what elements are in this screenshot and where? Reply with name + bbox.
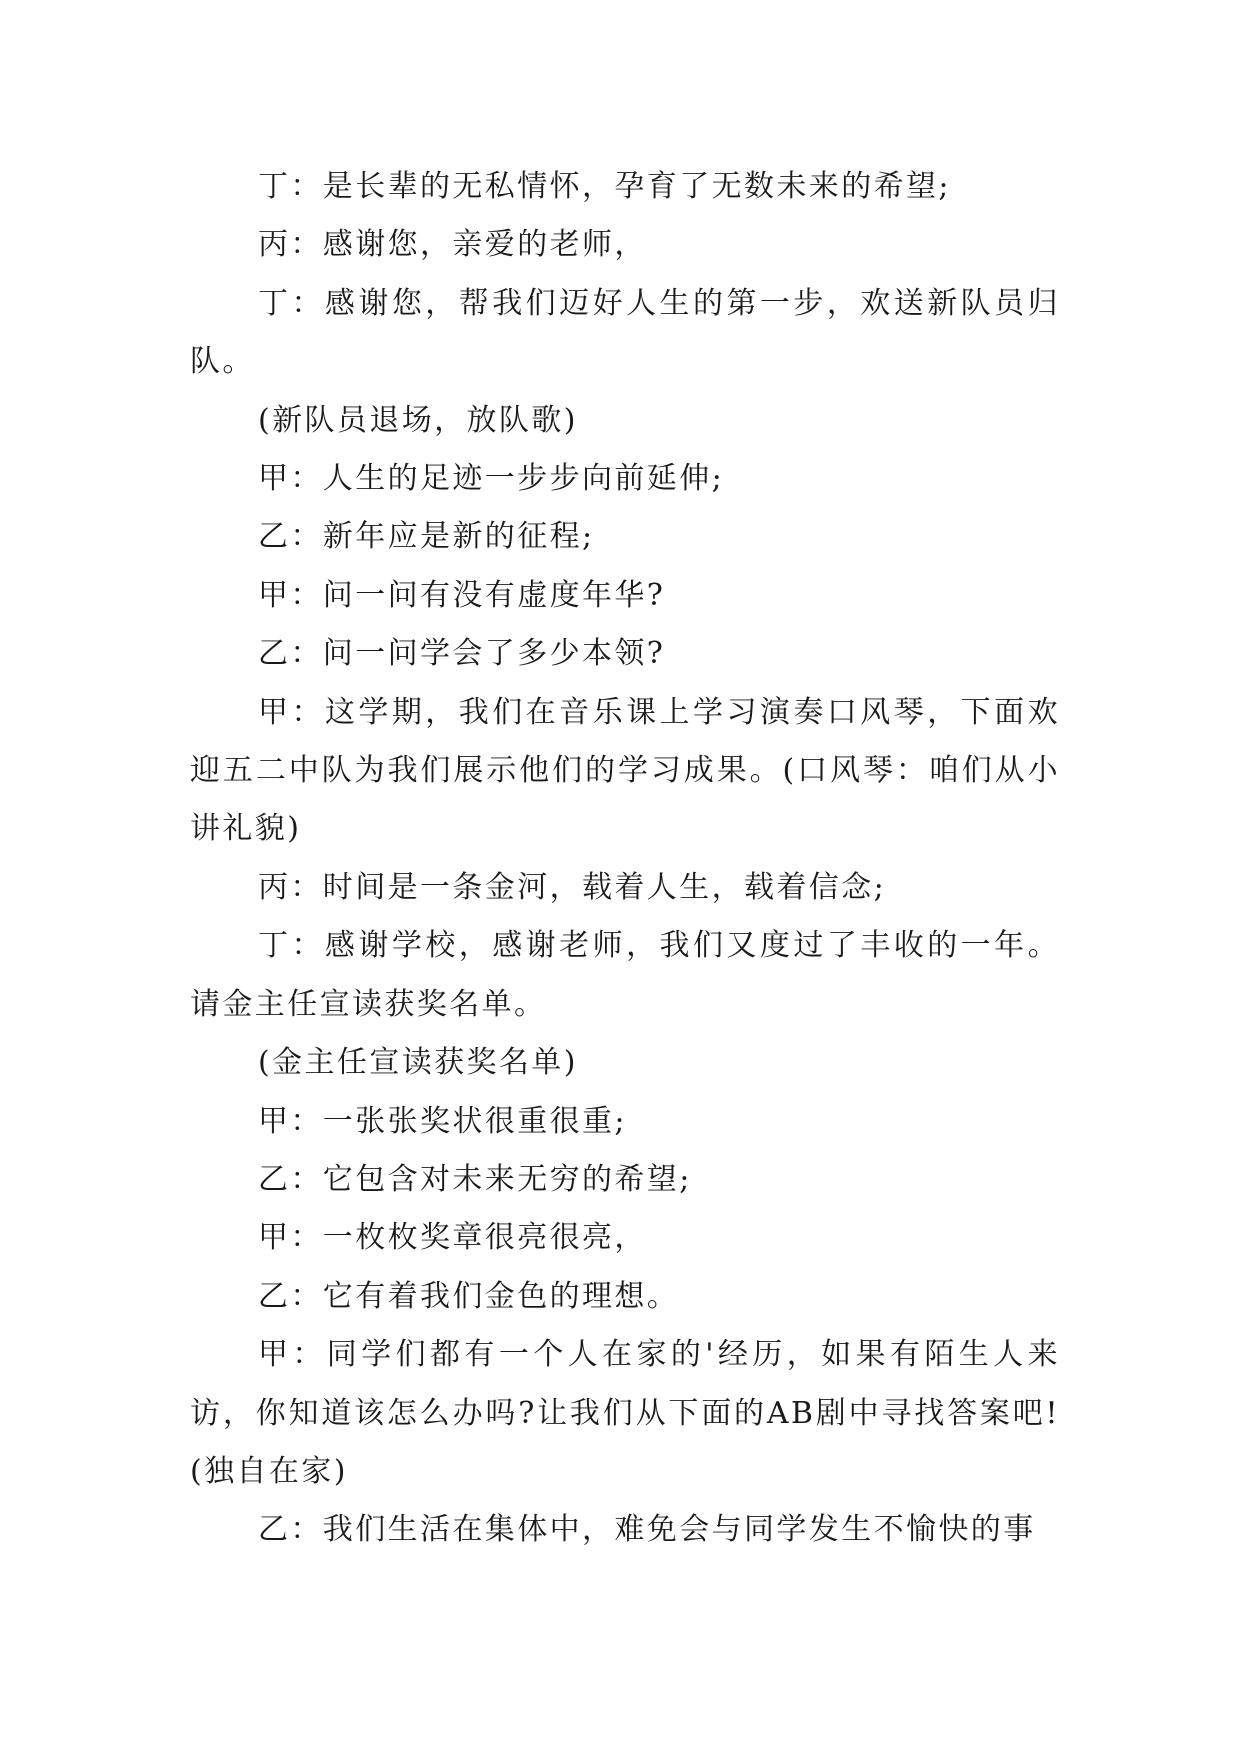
paragraph-3: 丁：感谢您，帮我们迈好人生的第一步，欢送新队员归队。 — [190, 285, 1060, 380]
paragraph-2: 丙：感谢您，亲爱的老师， — [258, 227, 647, 263]
paragraph-7: 甲：问一问有没有虚度年华? — [258, 577, 666, 613]
paragraph-11: 丁：感谢学校，感谢老师，我们又度过了丰收的一年。请金主任宣读获奖名单。 — [190, 928, 1060, 1022]
paragraph-5: 甲：人生的足迹一步步向前延伸; — [258, 461, 725, 497]
paragraph-17: 甲：同学们都有一个人在家的'经历，如果有陌生人来访，你知道该怎么办吗?让我们从下面的AB剧中寻找答案吧!(独自在家) — [190, 1337, 1060, 1489]
paragraph-13: 甲：一张张奖状很重很重; — [258, 1103, 627, 1139]
paragraph-6: 乙：新年应是新的征程; — [258, 519, 595, 555]
paragraph-9: 甲：这学期，我们在音乐课上学习演奏口风琴，下面欢迎五二中队为我们展示他们的学习成果。(口风琴：咱们从小讲礼貌) — [190, 694, 1060, 847]
paragraph-12: (金主任宣读获奖名单) — [258, 1045, 578, 1081]
paragraph-4: (新队员退场，放队歌) — [258, 402, 578, 438]
paragraph-1: 丁：是长辈的无私情怀，孕育了无数未来的希望; — [258, 169, 951, 204]
paragraph-8: 乙：问一问学会了多少本领? — [258, 636, 666, 672]
paragraph-14: 乙：它包含对未来无穷的希望; — [258, 1161, 692, 1197]
document-body — [190, 158, 1060, 1560]
paragraph-15: 甲：一枚枚奖章很亮很亮， — [258, 1220, 647, 1256]
paragraph-18: 乙：我们生活在集体中，难免会与同学发生不愉快的事 — [258, 1512, 1036, 1548]
paragraph-16: 乙：它有着我们金色的理想。 — [258, 1278, 680, 1314]
paragraph-10: 丙：时间是一条金河，载着人生，载着信念; — [258, 869, 887, 905]
